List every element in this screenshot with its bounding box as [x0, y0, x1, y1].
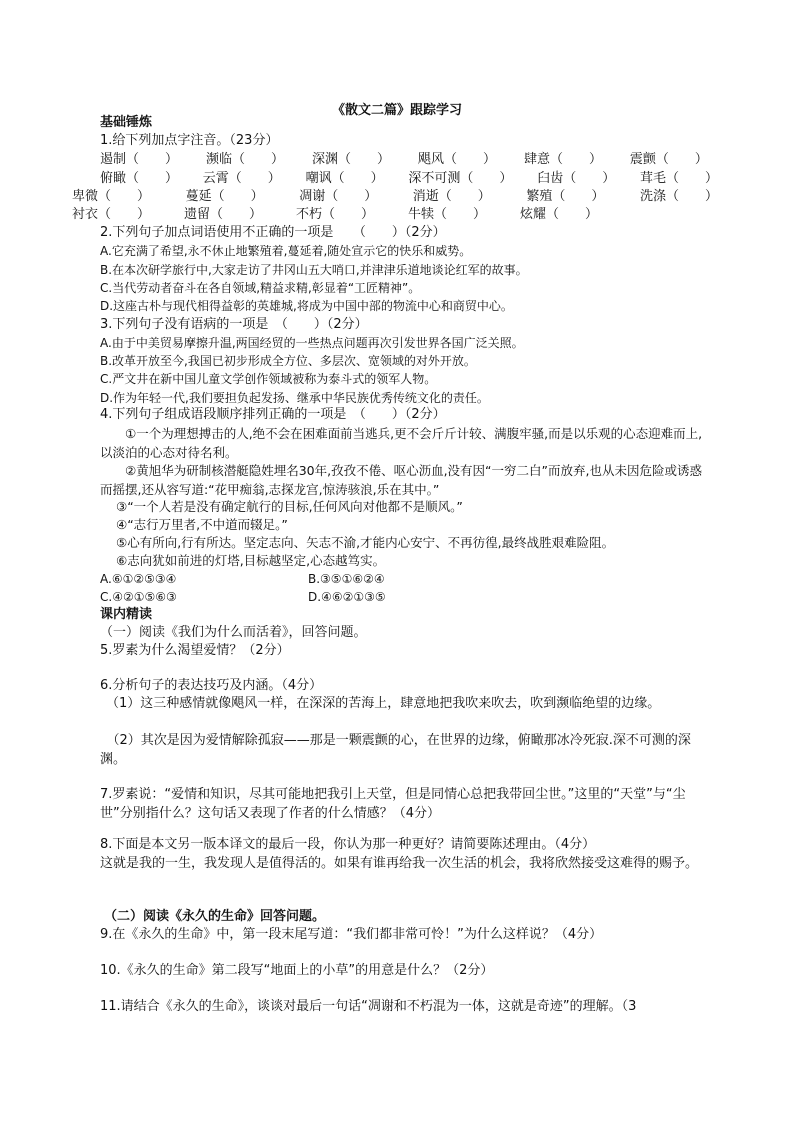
- q10-stem: 10.《永久的生命》第二段写“地面上的小草”的用意是什么？（2分）: [100, 963, 494, 978]
- q1-item: 遗留（ ）: [183, 207, 262, 222]
- q1-item: 牛犊（ ）: [407, 207, 486, 222]
- q1-item: 深渊（ ）: [311, 152, 390, 167]
- q8-stem: 8.下面是本文另一版本译文的最后一段，你认为那一种更好？请简要陈述理由。（4分）: [100, 837, 596, 852]
- q11-stem: 11.请结合《永久的生命》，谈谈对最后一句话“凋谢和不朽混为一体，这就是奇迹”的理解。（3: [100, 999, 637, 1014]
- q1-item: 茸毛（ ）: [639, 171, 718, 186]
- section-heading-reading: 课内精读: [100, 607, 153, 622]
- q4-sentence-6: ⑥志向犹如前进的灯塔,目标越坚定,心态越笃实。: [116, 553, 386, 568]
- q1-item: 不朽（ ）: [295, 207, 374, 222]
- q9-stem: 9.在《永久的生命》中，第一段末尾写道：“我们都非常可怜！”为什么这样说？（4分）: [100, 927, 603, 942]
- q3-option-b: B.改革开放至今,我国已初步形成全方位、多层次、宽领域的对外开放。: [100, 354, 476, 368]
- q1-item: 深不可测（ ）: [408, 171, 513, 186]
- q1-item: 濒临（ ）: [205, 152, 284, 167]
- q2-option-d: D.这座古朴与现代相得益彰的英雄城,将成为中国中部的物流中心和商贸中心。: [100, 299, 513, 313]
- q1-item: 云霄（ ）: [202, 171, 281, 186]
- q1-row-4: [72, 206, 598, 224]
- q4-option-a: A.⑥①②⑤③④: [100, 572, 177, 586]
- q2-option-c: C.当代劳动者奋斗在各自领域,精益求精,彰显着“工匠精神”。: [100, 281, 421, 295]
- q2-option-b: B.在本次研学旅行中,大家走访了井冈山五大哨口,并津津乐道地谈论红军的故事。: [100, 263, 528, 277]
- q2-stem: 2.下列句子加点词语使用不正确的一项是 （ ）（2分）: [100, 225, 446, 240]
- q7-stem: 7.罗素说：“爱情和知识，尽其可能地把我引上天堂，但是同情心总把我带回尘世。”这里的“天堂”与“尘世”分别指什么？这句话又表现了作者的什么情感？（4分）: [100, 787, 686, 821]
- q4-sentence-4: ④“志行万里者,不中道而辍足。”: [116, 517, 288, 532]
- q4-option-d: D.④⑥②①③⑤: [308, 590, 386, 604]
- q4-sentence-1: ①一个为理想搏击的人,绝不会在困难面前当逃兵,更不会斤斤计较、满腹牢骚,而是以乐观的心态迎难而上,以淡泊的心态对待名利。: [100, 426, 703, 460]
- q4-sentence-5: ⑤心有所向,行有所达。坚定志向、矢志不渝,才能内心安宁、不再彷徨,最终战胜艰难险阻。: [116, 535, 615, 550]
- q3-option-a: A.由于中美贸易摩擦升温,两国经贸的一些热点问题再次引发世界各国广泛关照。: [100, 336, 524, 350]
- q8-passage: 这就是我的一生，我发现人是值得活的。如果有谁再给我一次生活的机会，我将欣然接受这难得的赐予。: [100, 856, 699, 871]
- q1-item: 炫耀（ ）: [519, 207, 598, 222]
- q4-sentence-3: ③“一个人若是没有确定航行的目标,任何风向对他都不是顺风。”: [116, 499, 463, 514]
- q1-item: 消逝（ ）: [412, 189, 491, 204]
- q1-item: 凋谢（ ）: [299, 189, 378, 204]
- q1-item: 繁殖（ ）: [526, 189, 605, 204]
- q6-stem: 6.分析句子的表达技巧及内涵。（4分）: [100, 678, 323, 693]
- q1-item: 卑微（ ）: [72, 189, 151, 204]
- part1-heading: （一）阅读《我们为什么而活着》，回答问题。: [100, 625, 367, 640]
- q1-item: 遏制（ ）: [100, 152, 179, 167]
- q1-row-1: [100, 151, 708, 169]
- q5-stem: 5.罗素为什么渴望爱情？（2分）: [100, 643, 290, 658]
- q4-sentence-2: ②黄旭华为研制核潜艇隐姓埋名30年,孜孜不倦、呕心沥血,没有因“一穷二白”而放弃,也从未因危险或诱惑而摇摆,还从容写道:“花甲痴翁,志探龙宫,惊涛骇浪,乐在其中。”: [100, 463, 702, 497]
- q6-sentence-1: （1）这三种感情就像飓风一样，在深深的苦海上，肆意地把我吹来吹去，吹到濒临绝望的边缘。: [106, 696, 661, 711]
- q1-stem: 1.给下列加点字注音。（23分）: [100, 133, 279, 148]
- q3-option-d: D.作为年轻一代,我们要担负起发扬、继承中华民族优秀传统文化的责任。: [100, 391, 489, 405]
- q1-item: 臼齿（ ）: [537, 171, 616, 186]
- q1-item: 衬衣（ ）: [72, 207, 151, 222]
- q6-sentence-2: （2）其次是因为爱情解除孤寂——那是一颗震颤的心，在世界的边缘，俯瞰那冰冷死寂.深不可测的深渊。: [100, 733, 691, 767]
- q1-item: 嘲讽（ ）: [305, 171, 384, 186]
- q1-item: 飓风（ ）: [417, 152, 496, 167]
- q1-item: 蔓延（ ）: [185, 189, 264, 204]
- q1-item: 震颤（ ）: [629, 152, 708, 167]
- q1-row-3: [72, 188, 718, 206]
- q4-stem: 4.下列句子组成语段顺序排列正确的一项是 （ ）（2分）: [100, 407, 446, 422]
- q1-item: 洗涤（ ）: [639, 189, 718, 204]
- q1-item: 俯瞰（ ）: [100, 171, 179, 186]
- q2-option-a: A.它充满了希望,永不休止地繁殖着,蔓延着,随处宣示它的快乐和威势。: [100, 244, 472, 258]
- section-heading-basic: 基础锤炼: [100, 115, 153, 130]
- q4-option-b: B.③⑤①⑥②④: [308, 572, 385, 586]
- q3-stem: 3.下列句子没有语病的一项是 （ ）（2分）: [100, 317, 368, 332]
- page-title: 《散文二篇》跟踪学习: [331, 103, 462, 118]
- part2-heading: （二）阅读《永久的生命》回答问题。: [104, 909, 326, 924]
- q1-item: 肆意（ ）: [523, 152, 602, 167]
- q4-option-c: C.④②①⑤⑥③: [100, 590, 177, 604]
- q3-option-c: C.严文井在新中国儿童文学创作领域被称为泰斗式的领军人物。: [100, 372, 437, 386]
- q1-row-2: [100, 170, 718, 188]
